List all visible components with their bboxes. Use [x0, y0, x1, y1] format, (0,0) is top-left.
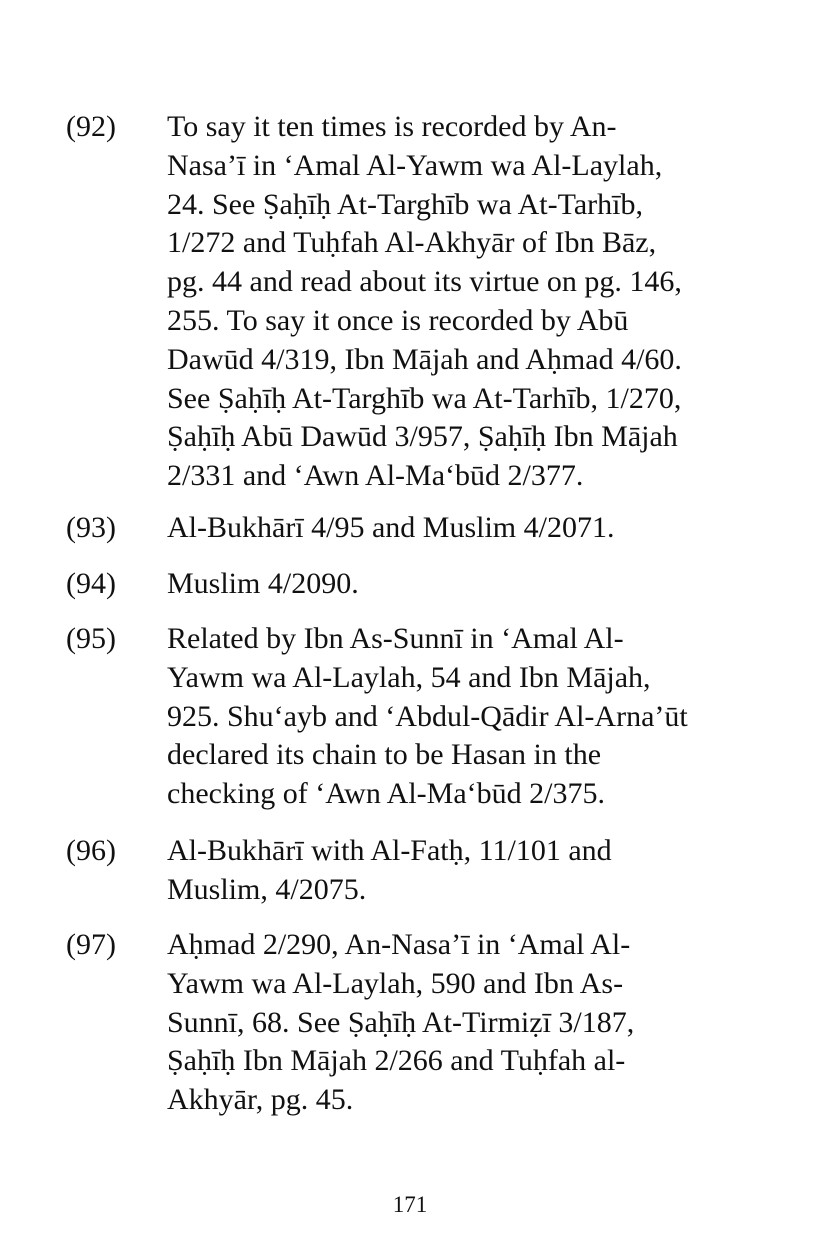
footnote-94	[66, 565, 756, 604]
footnote-93	[66, 509, 756, 548]
footnote-number: (93)	[66, 511, 116, 544]
footnote-text: Related by Ibn As-Sunnī in ‘Amal Al- Yawm wa Al-Laylah, 54 and Ibn Mājah, 925. Shu‘ayb and ‘Abdul-Qādir Al-Arna’ūt declared its chain to be Hasan in the checking of ‘Awn Al-Ma‘būd 2/375.	[167, 622, 688, 811]
footnote-97	[66, 926, 756, 1120]
footnote-92	[66, 108, 756, 496]
footnote-text: To say it ten times is recorded by An- Nasa’ī in ‘Amal Al-Yawm wa Al-Laylah, 24. See Ṣaḥīḥ At-Targhīb wa At-Tarhīb, 1/272 and Tuḥfah Al-Akhyār of Ibn Bāz, pg. 44 and read about its virtue on pg. 146, 255. To say it once is recorded by Abū Dawūd 4/319, Ibn Mājah and Aḥmad 4/60. See Ṣaḥīḥ At-Targhīb wa At-Tarhīb, 1/270, Ṣaḥīḥ Abū Dawūd 3/957, Ṣaḥīḥ Ibn Mājah 2/331 and ‘Awn Al-Ma‘būd 2/377.	[167, 110, 682, 493]
footnote-text: Muslim 4/2090.	[167, 567, 359, 600]
footnote-95	[66, 620, 756, 814]
footnote-text: Aḥmad 2/290, An-Nasa’ī in ‘Amal Al- Yawm wa Al-Laylah, 590 and Ibn As- Sunnī, 68. See Ṣaḥīḥ At-Tirmiẓī 3/187, Ṣaḥīḥ Ibn Mājah 2/266 and Tuḥfah al- Akhyār, pg. 45.	[167, 928, 635, 1117]
footnote-text: Al-Bukhārī 4/95 and Muslim 4/2071.	[167, 511, 615, 544]
footnote-96	[66, 832, 756, 910]
footnote-number: (97)	[66, 928, 116, 961]
footnote-number: (94)	[66, 567, 116, 600]
footnote-number: (95)	[66, 622, 116, 655]
footnote-number: (92)	[66, 110, 116, 143]
footnote-number: (96)	[66, 834, 116, 867]
footnote-text: Al-Bukhārī with Al-Fatḥ, 11/101 and Muslim, 4/2075.	[167, 834, 612, 906]
page-number: 171	[392, 1192, 428, 1217]
